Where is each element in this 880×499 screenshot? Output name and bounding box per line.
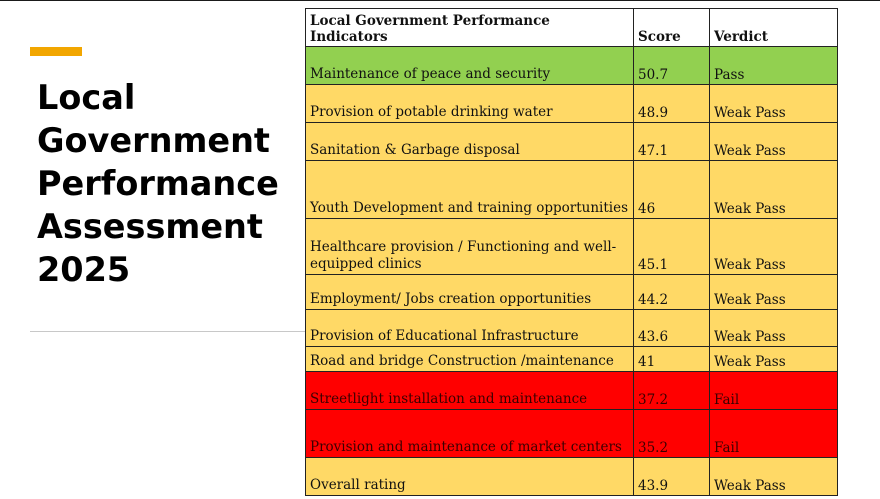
score-cell: 46 [634, 161, 710, 219]
score-cell: 44.2 [634, 275, 710, 310]
score-cell: 45.1 [634, 219, 710, 275]
indicator-cell: Provision of Educational Infrastructure [306, 310, 634, 347]
table-row [306, 85, 838, 123]
table-row [306, 161, 838, 219]
verdict-cell: Fail [710, 372, 838, 410]
indicator-cell: Provision of potable drinking water [306, 85, 634, 123]
verdict-cell: Weak Pass [710, 85, 838, 123]
score-cell: 41 [634, 347, 710, 372]
table-row [306, 310, 838, 347]
table-header-row [306, 9, 838, 47]
header-indicator: Local Government Performance Indicators [306, 9, 634, 47]
indicator-cell: Youth Development and training opportunities [306, 161, 634, 219]
table-row [306, 123, 838, 161]
table-row [306, 219, 838, 275]
header-score: Score [634, 9, 710, 47]
verdict-cell: Pass [710, 47, 838, 85]
title-divider [30, 331, 307, 332]
top-rule [0, 0, 880, 1]
score-cell: 43.9 [634, 458, 710, 496]
table-row [306, 47, 838, 85]
slide-title: Local Government Performance Assessment 2025 [37, 78, 279, 289]
indicator-cell: Sanitation & Garbage disposal [306, 123, 634, 161]
verdict-cell: Weak Pass [710, 219, 838, 275]
table-row [306, 372, 838, 410]
indicator-cell: Provision and maintenance of market centers [306, 410, 634, 458]
verdict-cell: Weak Pass [710, 310, 838, 347]
indicator-cell: Healthcare provision / Functioning and well-equipped clinics [306, 219, 634, 275]
accent-bar [30, 47, 82, 56]
indicator-cell: Employment/ Jobs creation opportunities [306, 275, 634, 310]
indicator-cell: Overall rating [306, 458, 634, 496]
score-cell: 47.1 [634, 123, 710, 161]
table-row [306, 410, 838, 458]
header-verdict: Verdict [710, 9, 838, 47]
table-row [306, 347, 838, 372]
score-cell: 48.9 [634, 85, 710, 123]
verdict-cell: Weak Pass [710, 123, 838, 161]
verdict-cell: Fail [710, 410, 838, 458]
performance-table [305, 8, 838, 496]
verdict-cell: Weak Pass [710, 275, 838, 310]
score-cell: 35.2 [634, 410, 710, 458]
indicator-cell: Streetlight installation and maintenance [306, 372, 634, 410]
score-cell: 43.6 [634, 310, 710, 347]
table-row [306, 458, 838, 496]
verdict-cell: Weak Pass [710, 347, 838, 372]
indicator-cell: Road and bridge Construction /maintenance [306, 347, 634, 372]
indicator-cell: Maintenance of peace and security [306, 47, 634, 85]
verdict-cell: Weak Pass [710, 458, 838, 496]
score-cell: 37.2 [634, 372, 710, 410]
table-row [306, 275, 838, 310]
verdict-cell: Weak Pass [710, 161, 838, 219]
score-cell: 50.7 [634, 47, 710, 85]
